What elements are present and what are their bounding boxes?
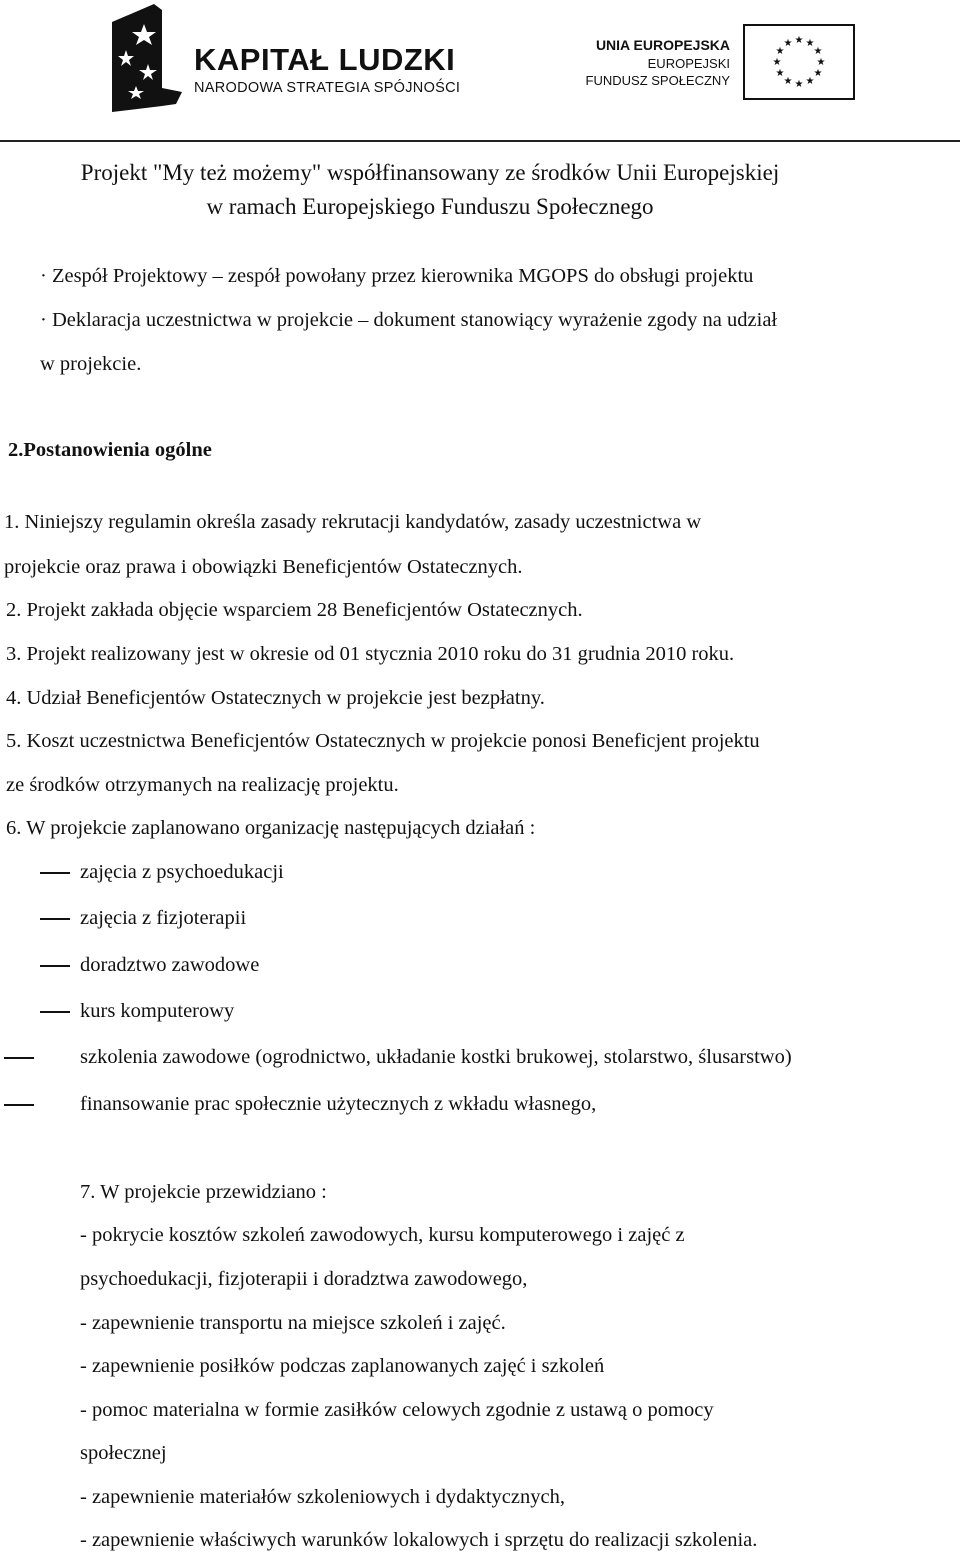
kapital-ludzki-logo: [106, 4, 466, 114]
svg-text:★: ★: [813, 68, 823, 79]
point-4: 4. Udział Beneficjentów Ostatecznych w projekcie jest bezpłatny.: [6, 687, 545, 709]
activity-item: kurs komputerowy: [80, 1000, 235, 1022]
activity-item: finansowanie prac społecznie użytecznych z wkładu własnego,: [80, 1093, 597, 1115]
definition-team: · Zespół Projektowy – zespół powołany przez kierownika MGOPS do obsługi projektu: [40, 265, 754, 287]
svg-text:★: ★: [783, 38, 793, 49]
svg-text:★: ★: [794, 35, 804, 46]
svg-text:★: ★: [775, 46, 785, 57]
activity-item: zajęcia z psychoedukacji: [80, 861, 284, 883]
point-7-line: - pomoc materialna w formie zasiłków celowych zgodnie z ustawą o pomocy: [80, 1399, 714, 1421]
kapital-ludzki-emblem-icon: [106, 4, 186, 112]
point-3: 3. Projekt realizowany jest w okresie od 01 stycznia 2010 roku do 31 grudnia 2010 roku.: [6, 643, 735, 665]
header-divider: [0, 140, 960, 142]
list-dash-icon: [4, 1104, 34, 1106]
eu-logo-text: [586, 36, 730, 89]
point-7-line: - pokrycie kosztów szkoleń zawodowych, kursu komputerowego i zajęć z: [80, 1224, 685, 1246]
point-7-line: - zapewnienie materiałów szkoleniowych i dydaktycznych,: [80, 1486, 565, 1508]
kapital-ludzki-subtitle: NARODOWA STRATEGIA SPÓJNOŚCI: [194, 80, 461, 96]
eu-line1: UNIA EUROPEJSKA: [595, 37, 730, 53]
svg-text:★: ★: [783, 76, 793, 87]
svg-text:★: ★: [816, 57, 826, 68]
svg-text:★: ★: [813, 46, 823, 57]
kapital-ludzki-title: KAPITAŁ LUDZKI: [194, 42, 456, 77]
point-1-line2: projekcie oraz prawa i obowiązki Beneficjentów Ostatecznych.: [4, 556, 523, 578]
eu-line3: FUNDUSZ SPOŁECZNY: [585, 73, 730, 88]
section-title: 2.Postanowienia ogólne: [8, 439, 212, 461]
activity-item: szkolenia zawodowe (ogrodnictwo, układanie kostki brukowej, stolarstwo, ślusarstwo): [80, 1046, 792, 1068]
svg-text:★: ★: [775, 68, 785, 79]
definition-declaration-cont: w projekcie.: [40, 353, 142, 375]
point-5-line2: ze środków otrzymanych na realizację projektu.: [6, 774, 399, 796]
eu-logo: [585, 24, 855, 100]
activity-item: doradztwo zawodowe: [80, 954, 260, 976]
point-7-line: - zapewnienie transportu na miejsce szkoleń i zajęć.: [80, 1312, 506, 1334]
point-5-line1: 5. Koszt uczestnictwa Beneficjentów Ostatecznych w projekcie ponosi Beneficjent projektu: [6, 730, 760, 752]
list-dash-icon: [4, 1057, 34, 1059]
list-dash-icon: [40, 1011, 70, 1013]
project-header-line2: w ramach Europejskiego Funduszu Społecznego: [206, 194, 654, 219]
svg-text:★: ★: [772, 57, 782, 68]
svg-text:★: ★: [794, 79, 804, 90]
point-6: 6. W projekcie zaplanowano organizację następujących działań :: [6, 817, 536, 839]
point-7-line: społecznej: [80, 1442, 167, 1464]
activity-item: zajęcia z fizjoterapii: [80, 907, 247, 929]
point-7-line: psychoedukacji, fizjoterapii i doradztwa zawodowego,: [80, 1268, 528, 1290]
point-7-line: - zapewnienie właściwych warunków lokalowych i sprzętu do realizacji szkolenia.: [80, 1529, 758, 1551]
project-header: [0, 156, 960, 224]
project-header-line1: Projekt "My też możemy" współfinansowany ze środków Unii Europejskiej: [80, 160, 780, 185]
point-2: 2. Projekt zakłada objęcie wsparciem 28 Beneficjentów Ostatecznych.: [6, 599, 583, 621]
list-dash-icon: [40, 965, 70, 967]
point-1-line1: 1. Niniejszy regulamin określa zasady rekrutacji kandydatów, zasady uczestnictwa w: [4, 511, 702, 533]
svg-text:★: ★: [805, 38, 815, 49]
list-dash-icon: [40, 872, 70, 874]
eu-flag-icon: [743, 24, 855, 100]
point-7-line: - zapewnienie posiłków podczas zaplanowanych zajęć i szkoleń: [80, 1355, 605, 1377]
svg-text:★: ★: [805, 76, 815, 87]
list-dash-icon: [40, 918, 70, 920]
definition-declaration: · Deklaracja uczestnictwa w projekcie – dokument stanowiący wyrażenie zgody na udział: [40, 309, 778, 331]
eu-line2: EUROPEJSKI: [647, 56, 730, 71]
point-7-title: 7. W projekcie przewidziano :: [80, 1181, 327, 1203]
